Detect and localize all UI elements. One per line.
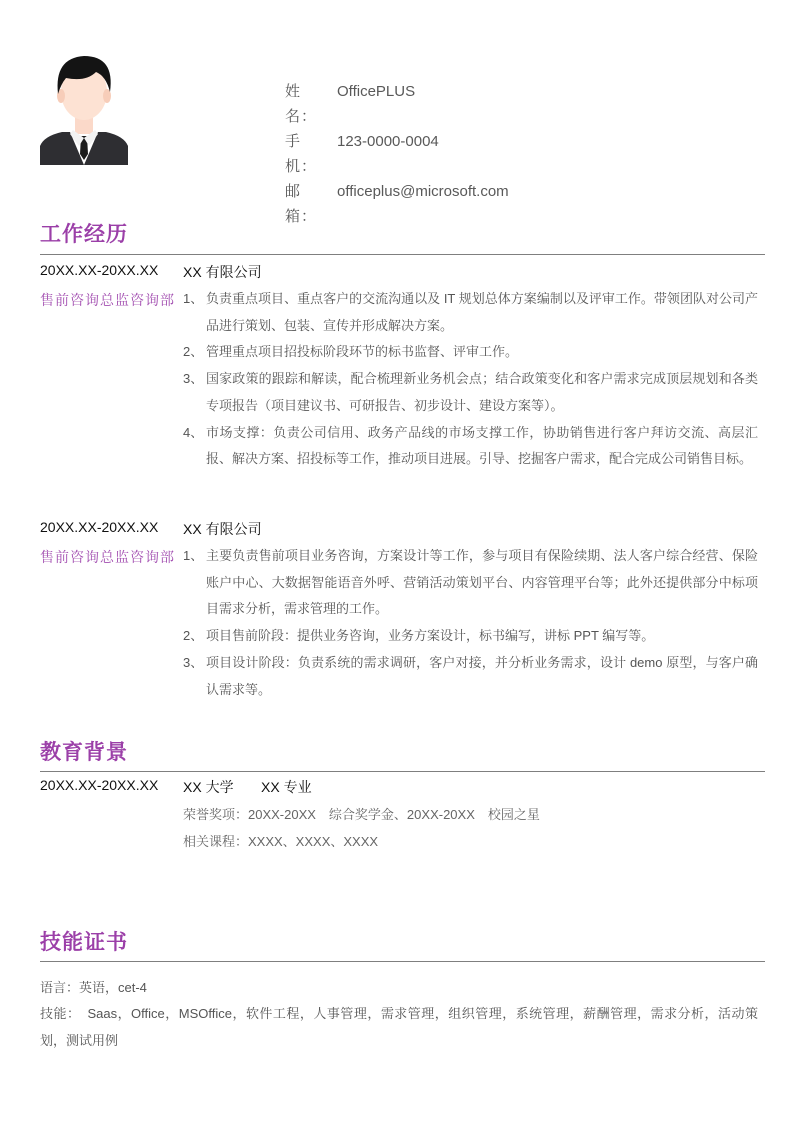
education-honors: 荣誉奖项：20XX-20XX 综合奖学金、20XX-20XX 校园之星 xyxy=(183,807,540,822)
list-item xyxy=(183,366,758,419)
skills-list: 技能： Saas，Office，MSOffice，软件工程，人事管理，需求管理，组织管理，系统管理，薪酬管理，需求分析，活动策划，测试用例 xyxy=(40,1006,758,1048)
profile-photo xyxy=(40,50,128,165)
item-text: 项目设计阶段：负责系统的需求调研，客户对接，并分析业务需求，设计 demo 原型，与客户确认需求等。 xyxy=(206,654,758,697)
item-text: 主要负责售前项目业务咨询，方案设计等工作，参与项目有保险续期、法人客户综合经营、保险账户中心、大数据智能语音外呼、营销活动策划平台、内容管理平台等；此外还提供部分中标项目需求分析，需求管理的工作。 xyxy=(206,548,758,617)
contact-info xyxy=(285,79,509,229)
work-section-title: 工作经历 xyxy=(40,223,128,246)
job-company: XX 有限公司 xyxy=(183,264,262,280)
job-company: XX 有限公司 xyxy=(183,521,262,537)
item-number: 1、 xyxy=(183,291,204,306)
item-text: 负责重点项目、重点客户的交流沟通以及 IT 规划总体方案编制以及评审工作。带领团队对公司产品进行策划、包装、宣传并形成解决方案。 xyxy=(206,291,758,333)
item-text: 市场支撑：负责公司信用、政务产品线的市场支撑工作，协助销售进行客户拜访交流、高层汇报、解决方案、招投标等工作，推动项目进展。引导、挖掘客户需求，配合完成公司销售目标。 xyxy=(206,424,758,467)
item-number: 1、 xyxy=(183,548,204,563)
job-duties xyxy=(183,286,758,473)
job-role: 售前咨询总监咨询部 xyxy=(40,549,175,565)
item-number: 2、 xyxy=(183,344,204,360)
skills-section-title: 技能证书 xyxy=(40,931,128,954)
list-item xyxy=(183,339,758,366)
job-date: 20XX.XX-20XX.XX xyxy=(40,262,159,278)
phone-value: 123-0000-0004 xyxy=(337,133,439,150)
phone-row xyxy=(285,129,509,179)
item-number: 2、 xyxy=(183,628,204,644)
education-section-title: 教育背景 xyxy=(40,741,128,764)
work-divider xyxy=(40,254,765,255)
item-number: 3、 xyxy=(183,371,204,387)
list-item xyxy=(183,420,758,473)
item-number: 4、 xyxy=(183,424,204,440)
job-role: 售前咨询总监咨询部 xyxy=(40,292,175,308)
list-item xyxy=(183,650,758,703)
email-row xyxy=(285,179,509,229)
item-text: 国家政策的跟踪和解读，配合梳理新业务机会点；结合政策变化和客户需求完成顶层规划和各类专项报告（项目建议书、可研报告、初步设计、建设方案等）。 xyxy=(206,371,758,413)
name-row xyxy=(285,79,509,129)
item-text: 管理重点项目招投标阶段环节的标书监督、评审工作。 xyxy=(206,344,519,360)
item-text: 项目售前阶段：提供业务咨询，业务方案设计，标书编写，讲标 PPT 编写等。 xyxy=(206,628,655,644)
list-item xyxy=(183,543,758,623)
education-school: XX 大学 xyxy=(183,779,234,795)
name-label: 姓 名： xyxy=(285,83,318,125)
education-divider xyxy=(40,771,765,772)
education-courses: 相关课程：XXXX、XXXX、XXXX xyxy=(183,834,379,849)
email-label: 邮 箱： xyxy=(285,183,318,225)
item-number: 3、 xyxy=(183,654,204,670)
list-item xyxy=(183,623,758,650)
email-value: officeplus@microsoft.com xyxy=(337,183,509,200)
skills-divider xyxy=(40,961,765,962)
list-item xyxy=(183,286,758,339)
phone-label: 手 机： xyxy=(285,133,318,175)
education-major: XX 专业 xyxy=(261,779,312,795)
job-duties xyxy=(183,543,758,703)
name-value: OfficePLUS xyxy=(337,83,416,100)
skills-language: 语言：英语，cet-4 xyxy=(40,980,147,995)
education-date: 20XX.XX-20XX.XX xyxy=(40,777,159,793)
job-date: 20XX.XX-20XX.XX xyxy=(40,519,159,535)
